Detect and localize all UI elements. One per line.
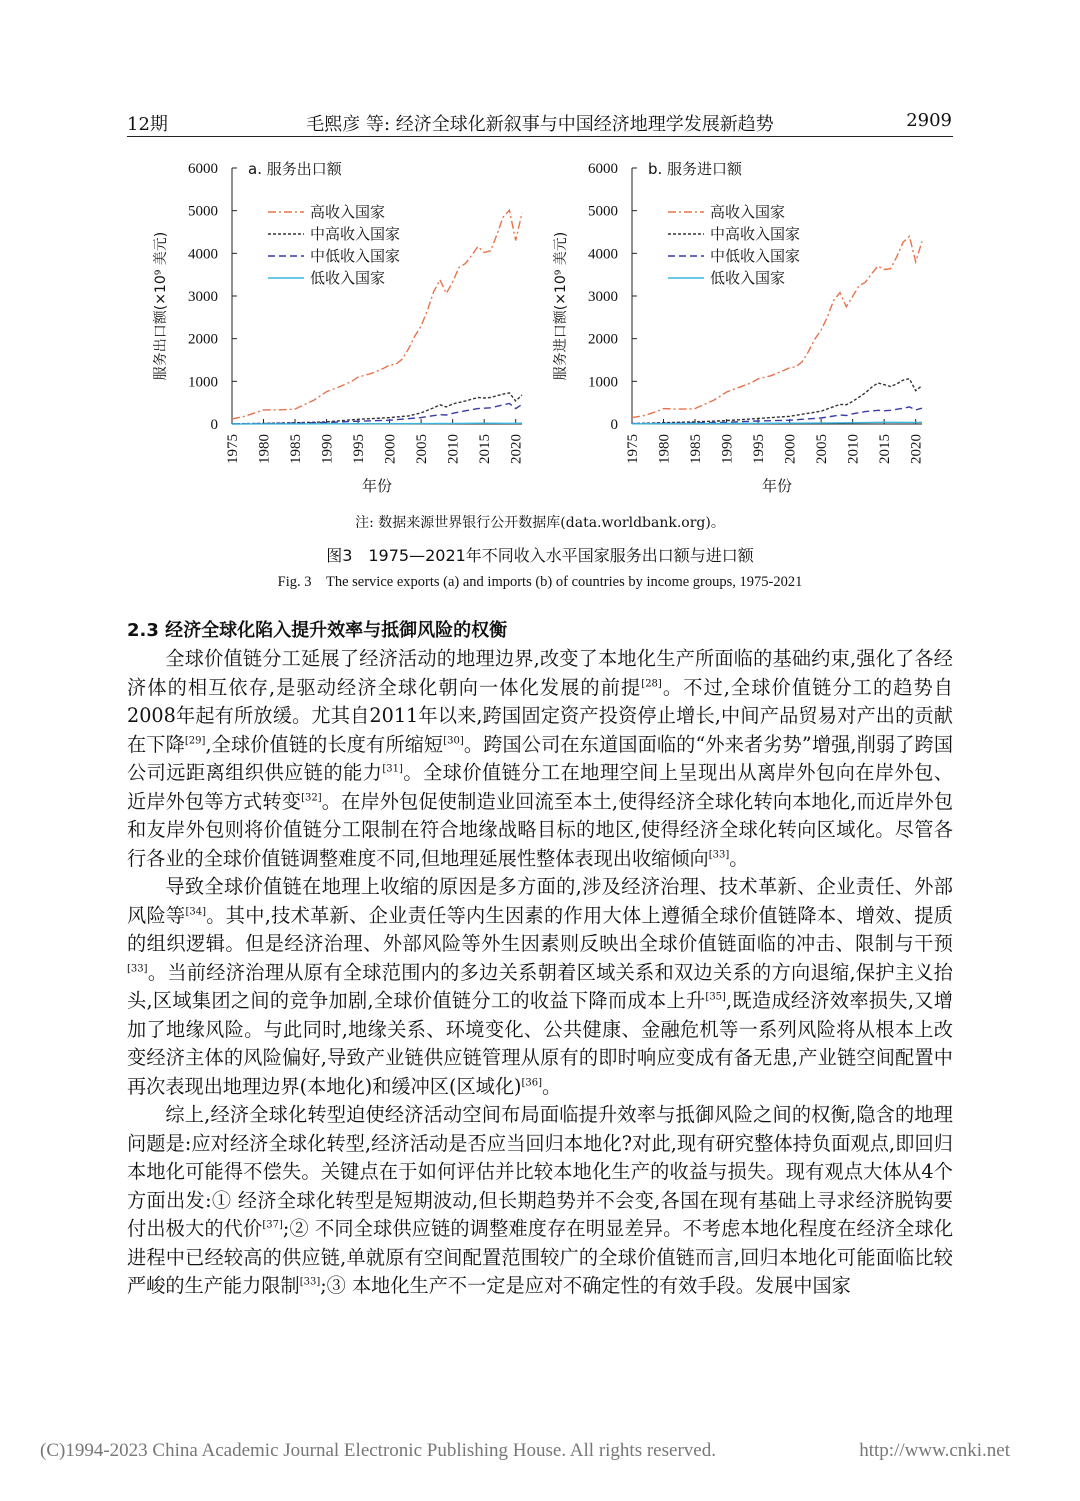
y-tick-label: 5000	[188, 203, 218, 220]
footer	[40, 1440, 1040, 1462]
series-line-4	[232, 423, 522, 424]
y-tick-label: 2000	[188, 331, 218, 348]
citation-ref[interactable]: [37]	[262, 1219, 283, 1231]
body-text	[127, 645, 953, 1301]
x-tick-label: 1980	[656, 434, 673, 464]
y-tick-label: 6000	[188, 161, 218, 177]
series-line-2	[632, 379, 922, 424]
x-tick-label: 2005	[814, 434, 831, 464]
paragraph-text: ,全球价值链的长度有所缩短	[205, 732, 444, 756]
issue-label: 12期	[127, 114, 168, 135]
x-tick-label: 2020	[508, 434, 525, 464]
x-tick-label: 2015	[477, 434, 494, 464]
y-tick-label: 0	[210, 417, 218, 433]
y-tick-label: 5000	[588, 203, 618, 220]
y-tick-label: 4000	[188, 246, 218, 263]
legend-label: 中高收入国家	[310, 225, 401, 243]
paragraph	[127, 1101, 953, 1301]
paragraph-text: 。跨国公司在东道国面临的“外来者劣势”增强,削弱了跨国公司远距离组织供应链的能力	[127, 732, 954, 784]
figure-note: 注: 数据来源世界银行公开数据库(data.worldbank.org)。	[355, 515, 725, 531]
paragraph-text: ,既造成经济效率损失,又增加了地缘风险。与此同时,地缘关系、环境变化、公共健康、金融危机等一系列风险将从根本上改变经济主体的风险偏好,导致产业链供应链管理从原有的即时响应变成有备无患,产业链空间配置中再次表现出地理边界(本地化)和缓冲区(区域化)	[127, 989, 953, 1098]
x-tick-label: 1975	[225, 434, 241, 464]
citation-ref[interactable]: [30]	[443, 735, 464, 747]
x-tick-label: 2010	[445, 434, 462, 464]
y-tick-label: 2000	[588, 331, 618, 348]
citation-ref[interactable]: [32]	[301, 792, 322, 804]
legend-label: 高收入国家	[310, 203, 386, 221]
y-tick-label: 1000	[188, 374, 218, 391]
footer-url[interactable]: http://www.cnki.net	[859, 1440, 1010, 1461]
paragraph-text: 综上,经济全球化转型迫使经济活动空间布局面临提升效率与抵御风险之间的权衡,隐含的地理问题是:应对经济全球化转型,经济活动是否应当回归本地化?对此,现有研究整体持负面观点,即回归本地化可能得不偿失。关键点在于如何评估并比较本地化生产的收益与损失。现有观点大体从4个方面出发:① 经济全球化转型是短期波动,但长期趋势并不会变,各国在现有基础上寻求经济脱钩要付出极大的代价	[127, 1103, 953, 1240]
paragraph-text: ;② 不同全球供应链的调整难度存在明显差异。不考虑本地化程度在经济全球化进程中已经较高的供应链,单就原有空间配置范围较广的全球价值链而言,回归本地化可能面临比较严峻的生产能力限制	[127, 1217, 954, 1297]
paragraph-text: 。当前经济治理从原有全球范围内的多边关系朝着区域关系和双边关系的方向退缩,保护主义抬头,区域集团之间的竞争加剧,全球价值链分工的收益下降而成本上升	[127, 960, 953, 1012]
header-rule	[127, 136, 953, 137]
x-tick-label: 2005	[414, 434, 431, 464]
x-tick-label: 1975	[625, 434, 641, 464]
legend-label: 低收入国家	[710, 269, 786, 287]
y-tick-label: 3000	[188, 289, 218, 305]
figure-caption-en: Fig. 3 The service exports (a) and imports (b) of countries by income groups, 1975-2021	[277, 574, 803, 590]
y-axis-label: 服务出口额(×10⁹ 美元)	[153, 231, 169, 381]
chart-title: a. 服务出口额	[248, 160, 342, 178]
paragraph-text: 导致全球价值链在地理上收缩的原因是多方面的,涉及经济治理、技术革新、企业责任、外部风险等	[127, 875, 953, 927]
x-tick-label: 1990	[719, 434, 736, 464]
citation-ref[interactable]: [33]	[708, 849, 730, 861]
x-tick-label: 2015	[877, 434, 894, 464]
x-tick-label: 2010	[845, 434, 862, 464]
x-tick-label: 2000	[782, 434, 799, 464]
chart-title: b. 服务进口额	[648, 160, 743, 178]
paragraph-text: 。	[542, 1074, 562, 1098]
citation-ref[interactable]: [28]	[641, 678, 662, 690]
figure-3-charts	[0, 150, 1080, 510]
legend-label: 中高收入国家	[710, 225, 801, 243]
x-tick-label: 2020	[908, 434, 925, 464]
citation-ref[interactable]: [36]	[521, 1077, 543, 1089]
legend-label: 中低收入国家	[310, 247, 401, 265]
x-tick-label: 1995	[351, 434, 368, 464]
paragraph-text: 。	[729, 846, 749, 870]
x-tick-label: 1985	[688, 434, 705, 464]
footer-copyright: (C)1994-2023 China Academic Journal Electronic Publishing House. All rights reserved.	[40, 1440, 716, 1461]
y-tick-label: 0	[610, 417, 618, 433]
citation-ref[interactable]: [31]	[382, 763, 403, 775]
x-axis-label: 年份	[761, 477, 793, 495]
x-tick-label: 2000	[382, 434, 399, 464]
y-axis-label: 服务进口额(×10⁹ 美元)	[553, 231, 569, 381]
citation-ref[interactable]: [33]	[127, 963, 148, 975]
citation-ref[interactable]: [34]	[185, 906, 206, 918]
paragraph	[127, 873, 953, 1101]
x-tick-label: 1980	[256, 434, 273, 464]
legend-label: 低收入国家	[310, 269, 386, 287]
paragraph-text: 。全球价值链分工在地理空间上呈现出从离岸外包向在岸外包、近岸外包等方式转变	[127, 761, 954, 813]
citation-ref[interactable]: [33]	[299, 1276, 321, 1288]
legend-label: 中低收入国家	[710, 247, 801, 265]
running-title: 毛熙彦 等: 经济全球化新叙事与中国经济地理学发展新趋势	[306, 114, 774, 135]
citation-ref[interactable]: [29]	[184, 735, 206, 747]
paragraph	[127, 645, 953, 873]
paragraph-text: 。不过,全球价值链分工的趋势自2008年起有所放缓。尤其自2011年以来,跨国固定资产投资停止增长,中间产品贸易对产出的贡献在下降	[127, 675, 953, 756]
y-tick-label: 3000	[588, 289, 618, 305]
paragraph-text: 。其中,技术革新、企业责任等内生因素的作用大体上遵循全球价值链降本、增效、提质的组织逻辑。但是经济治理、外部风险等外生因素则反映出全球价值链面临的冲击、限制与干预	[127, 903, 953, 955]
citation-ref[interactable]: [35]	[705, 991, 726, 1003]
x-tick-label: 1995	[751, 434, 768, 464]
y-tick-label: 4000	[588, 246, 618, 263]
x-tick-label: 1985	[288, 434, 305, 464]
paragraph-text: ;③ 本地化生产不一定是应对不确定性的有效手段。发展中国家	[320, 1274, 851, 1297]
x-tick-label: 1990	[319, 434, 336, 464]
paragraph-text: 。在岸外包促使制造业回流至本土,使得经济全球化转向本地化,而近岸外包和友岸外包则将价值链分工限制在符合地缘战略目标的地区,使得经济全球化转向区域化。尽管各行各业的全球价值链调整难度不同,但地理延展性整体表现出收缩倾向	[127, 789, 954, 870]
y-tick-label: 1000	[588, 374, 618, 391]
page-number: 2909	[906, 110, 952, 131]
figure-caption-zh: 图3 1975—2021年不同收入水平国家服务出口额与进口额	[326, 546, 754, 565]
x-axis-label: 年份	[361, 477, 393, 495]
series-line-3	[232, 404, 522, 424]
legend-label: 高收入国家	[710, 203, 786, 221]
y-tick-label: 6000	[588, 161, 618, 177]
figure-3	[0, 150, 1080, 510]
paragraph-text: 全球价值链分工延展了经济活动的地理边界,改变了本地化生产所面临的基础约束,强化了各经济体的相互依存,是驱动经济全球化朝向一体化发展的前提	[127, 647, 953, 699]
section-title: 2.3 经济全球化陷入提升效率与抵御风险的权衡	[127, 620, 508, 641]
